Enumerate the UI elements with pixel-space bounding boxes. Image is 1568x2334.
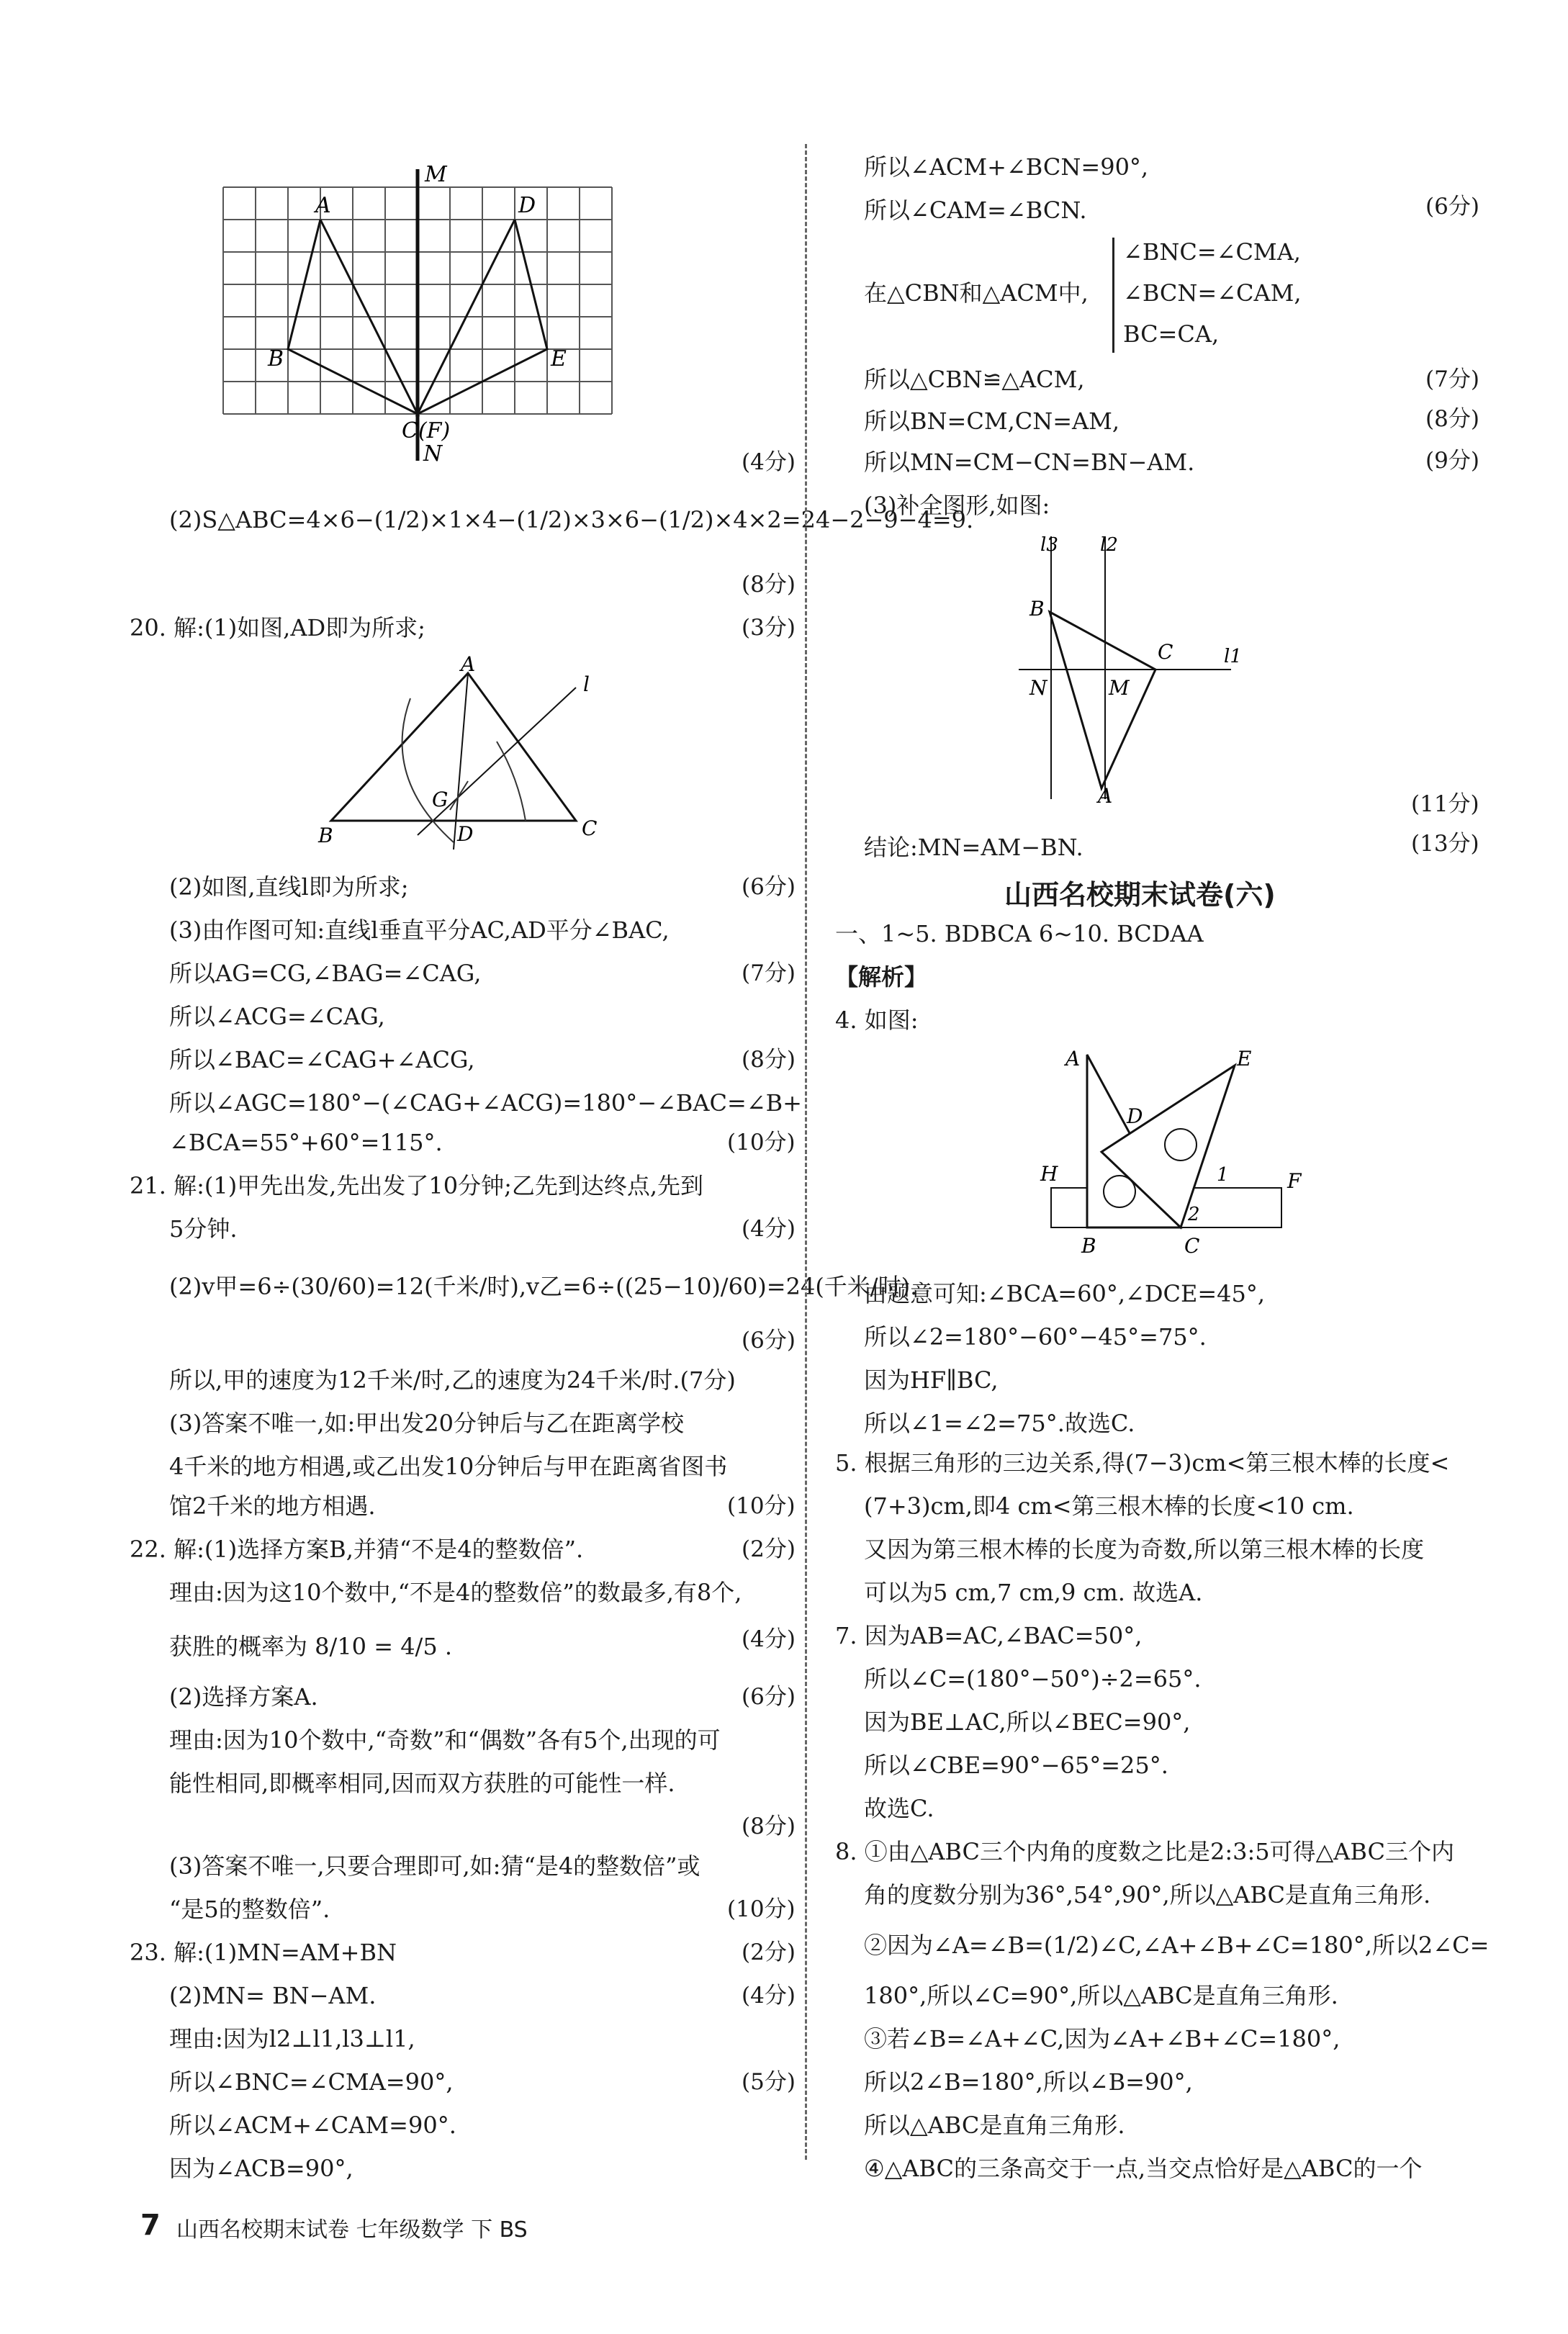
q23-label-l1: l1	[1224, 646, 1242, 667]
score: (3分)	[742, 615, 796, 641]
text-line: 4. 如图:	[835, 1006, 919, 1034]
text-line: 获胜的概率为 8/10 = 4/5 .	[169, 1633, 453, 1660]
text-line: 所以MN=CM−CN=BN−AM.	[864, 449, 1195, 476]
score: (5分)	[742, 2069, 796, 2095]
text-line: 可以为5 cm,7 cm,9 cm. 故选A.	[864, 1579, 1203, 1606]
grid-label-b: B	[268, 346, 284, 371]
q23-label-b: B	[1029, 597, 1045, 621]
system-brace	[1112, 238, 1122, 353]
text-line: 所以2∠B=180°,所以∠B=90°,	[864, 2068, 1193, 2096]
q4-label-d: D	[1127, 1104, 1143, 1128]
text-line: 馆2千米的地方相遇.	[169, 1492, 376, 1520]
q4-label-2: 2	[1188, 1204, 1200, 1225]
text-line: (2)S△ABC=4×6−(1/2)×1×4−(1/2)×3×6−(1/2)×4×2=24−2−9−4=9.	[169, 506, 974, 533]
score: (6分)	[742, 874, 796, 900]
text-line: 所以AG=CG,∠BAG=∠CAG,	[169, 960, 482, 987]
figure-q4	[1037, 1044, 1310, 1267]
text-line: 所以∠BNC=∠CMA=90°,	[169, 2068, 454, 2096]
grid-label-n: N	[423, 441, 443, 467]
text-line: 所以BN=CM,CN=AM,	[864, 407, 1120, 435]
q4-label-c: C	[1184, 1234, 1200, 1258]
footer-book-title: 山西名校期末试卷 七年级数学 下 BS	[176, 2217, 528, 2243]
text-line: ∠BNC=∠CMA,	[1123, 238, 1301, 266]
score: (2分)	[742, 1536, 796, 1562]
text-line: (3)答案不唯一,只要合理即可,如:猜“是4的整数倍”或	[169, 1852, 700, 1880]
text-line: 所以∠ACM+∠BCN=90°,	[864, 153, 1149, 181]
text-line: 所以,甲的速度为12千米/时,乙的速度为24千米/时.(7分)	[169, 1366, 736, 1394]
score: (10分)	[727, 1896, 796, 1922]
text-line: 一、1~5. BDBCA 6~10. BCDAA	[835, 920, 1204, 947]
text-line: 又因为第三根木棒的长度为奇数,所以第三根木棒的长度	[864, 1536, 1425, 1563]
text-line: 由题意可知:∠BCA=60°,∠DCE=45°,	[864, 1280, 1266, 1307]
text-line: BC=CA,	[1123, 320, 1220, 348]
q4-label-f: F	[1287, 1169, 1302, 1193]
text-line: 21. 解:(1)甲先出发,先出发了10分钟;乙先到达终点,先到	[130, 1172, 704, 1199]
score: (6分)	[742, 1328, 796, 1353]
grid-label-c: C(F)	[402, 418, 451, 443]
score: (10分)	[727, 1130, 796, 1155]
q23-label-l3: l3	[1040, 534, 1058, 556]
text-line: 8. ①由△ABC三个内角的度数之比是2:3:5可得△ABC三个内	[835, 1838, 1454, 1865]
text-line: 理由:因为10个数中,“奇数”和“偶数”各有5个,出现的可	[169, 1726, 721, 1754]
text-line: 所以∠2=180°−60°−45°=75°.	[864, 1323, 1207, 1351]
text-line: 5分钟.	[169, 1215, 238, 1243]
q20-label-b: B	[318, 824, 333, 847]
text-line: 20. 解:(1)如图,AD即为所求;	[130, 614, 425, 641]
text-line: 5. 根据三角形的三边关系,得(7−3)cm<第三根木棒的长度<	[835, 1449, 1450, 1477]
text-line: (3)答案不唯一,如:甲出发20分钟后与乙在距离学校	[169, 1410, 685, 1437]
text-line: 在△CBN和△ACM中,	[864, 279, 1089, 307]
text-line: (2)MN= BN−AM.	[169, 1982, 377, 2009]
text-line: 因为HF∥BC,	[864, 1366, 999, 1394]
text-line: ②因为∠A=∠B=(1/2)∠C,∠A+∠B+∠C=180°,所以2∠C=	[864, 1932, 1490, 1959]
text-line: 所以∠CBE=90°−65°=25°.	[864, 1752, 1168, 1779]
text-line: (2)如图,直线l即为所求;	[169, 873, 409, 901]
text-line: 22. 解:(1)选择方案B,并猜“不是4的整数倍”.	[130, 1536, 584, 1563]
text-line: (7+3)cm,即4 cm<第三根木棒的长度<10 cm.	[864, 1492, 1354, 1520]
page-number: 7	[140, 2209, 161, 2242]
text-line: 理由:因为l2⊥l1,l3⊥l1,	[169, 2025, 415, 2053]
score: (8分)	[742, 572, 796, 598]
text-line: 能性相同,即概率相同,因而双方获胜的可能性一样.	[169, 1770, 675, 1797]
score: (6分)	[742, 1684, 796, 1710]
score: (4分)	[742, 449, 796, 475]
triangle-figure-q20	[310, 655, 641, 864]
text-line: ④△ABC的三条高交于一点,当交点恰好是△ABC的一个	[864, 2155, 1423, 2182]
grid-figure	[216, 166, 634, 468]
grid-label-d: D	[518, 193, 536, 218]
score: (10分)	[727, 1493, 796, 1519]
text-line: 角的度数分别为36°,54°,90°,所以△ABC是直角三角形.	[864, 1881, 1431, 1909]
score: (7分)	[742, 960, 796, 986]
text-line: 所以∠ACM+∠CAM=90°.	[169, 2112, 456, 2139]
score: (8分)	[1425, 406, 1479, 432]
q4-label-1: 1	[1217, 1164, 1229, 1186]
text-line: “是5的整数倍”.	[169, 1896, 330, 1923]
q20-label-c: C	[582, 816, 598, 840]
score: (11分)	[1411, 791, 1479, 817]
grid-label-e: E	[551, 346, 567, 371]
score: (8分)	[742, 1813, 796, 1839]
text-line: ③若∠B=∠A+∠C,因为∠A+∠B+∠C=180°,	[864, 2025, 1341, 2053]
score: (4分)	[742, 1626, 796, 1652]
text-line: 4千米的地方相遇,或乙出发10分钟后与甲在距离省图书	[169, 1453, 728, 1480]
text-line: 所以∠CAM=∠BCN.	[864, 197, 1087, 224]
score: (4分)	[742, 1983, 796, 2009]
text-line: (2)v甲=6÷(30/60)=12(千米/时),v乙=6÷((25−10)/60)=24(千米/时).	[169, 1273, 918, 1300]
section-title: 山西名校期末试卷(六)	[1004, 879, 1276, 911]
figure-q23	[1008, 533, 1267, 806]
text-line: ∠BCA=55°+60°=115°.	[169, 1129, 443, 1156]
q4-label-a: A	[1065, 1047, 1081, 1071]
q23-label-n: N	[1029, 676, 1047, 700]
q4-label-e: E	[1237, 1047, 1252, 1071]
score: (4分)	[742, 1216, 796, 1242]
q20-label-l: l	[583, 672, 590, 696]
text-line: 所以∠AGC=180°−(∠CAG+∠ACG)=180°−∠BAC=∠B+	[169, 1089, 802, 1117]
column-divider	[805, 144, 807, 2160]
text-line: (3)补全图形,如图:	[864, 492, 1050, 519]
text-line: 故选C.	[864, 1795, 934, 1822]
grid-label-a: A	[315, 193, 331, 218]
grid-label-m: M	[425, 166, 447, 187]
text-line: 因为BE⊥AC,所以∠BEC=90°,	[864, 1708, 1191, 1736]
text-line: 180°,所以∠C=90°,所以△ABC是直角三角形.	[864, 1982, 1338, 2009]
score: (2分)	[742, 1939, 796, 1965]
score: (8分)	[742, 1047, 796, 1073]
text-line: (3)由作图可知:直线l垂直平分AC,AD平分∠BAC,	[169, 916, 670, 944]
q20-label-d: D	[457, 822, 474, 846]
q23-label-l2: l2	[1100, 534, 1118, 556]
q20-label-a: A	[461, 655, 476, 676]
text-line: 【解析】	[835, 963, 928, 991]
q23-label-m: M	[1109, 676, 1130, 700]
q23-label-a: A	[1098, 784, 1113, 806]
text-line: 所以∠BAC=∠CAG+∠ACG,	[169, 1046, 475, 1073]
text-line: 理由:因为这10个数中,“不是4的整数倍”的数最多,有8个,	[169, 1579, 742, 1606]
text-line: 7. 因为AB=AC,∠BAC=50°,	[835, 1622, 1143, 1649]
text-line: 所以∠C=(180°−50°)÷2=65°.	[864, 1665, 1202, 1693]
q23-label-c: C	[1158, 640, 1173, 664]
score: (6分)	[1425, 194, 1479, 220]
text-line: ∠BCN=∠CAM,	[1123, 279, 1302, 307]
text-line: 所以∠ACG=∠CAG,	[169, 1003, 385, 1030]
q4-label-h: H	[1040, 1162, 1058, 1186]
text-line: 23. 解:(1)MN=AM+BN	[130, 1939, 397, 1966]
text-line: 所以△CBN≌△ACM,	[864, 366, 1085, 393]
text-line: 因为∠ACB=90°,	[169, 2155, 353, 2182]
text-line: 所以△ABC是直角三角形.	[864, 2112, 1125, 2139]
text-line: (2)选择方案A.	[169, 1683, 318, 1711]
q20-label-g: G	[432, 788, 449, 811]
text-line: 结论:MN=AM−BN.	[864, 834, 1083, 861]
score: (7分)	[1425, 366, 1479, 392]
text-line: 所以∠1=∠2=75°.故选C.	[864, 1410, 1135, 1437]
q4-label-b: B	[1081, 1234, 1096, 1258]
score: (13分)	[1411, 831, 1479, 857]
score: (9分)	[1425, 448, 1479, 474]
